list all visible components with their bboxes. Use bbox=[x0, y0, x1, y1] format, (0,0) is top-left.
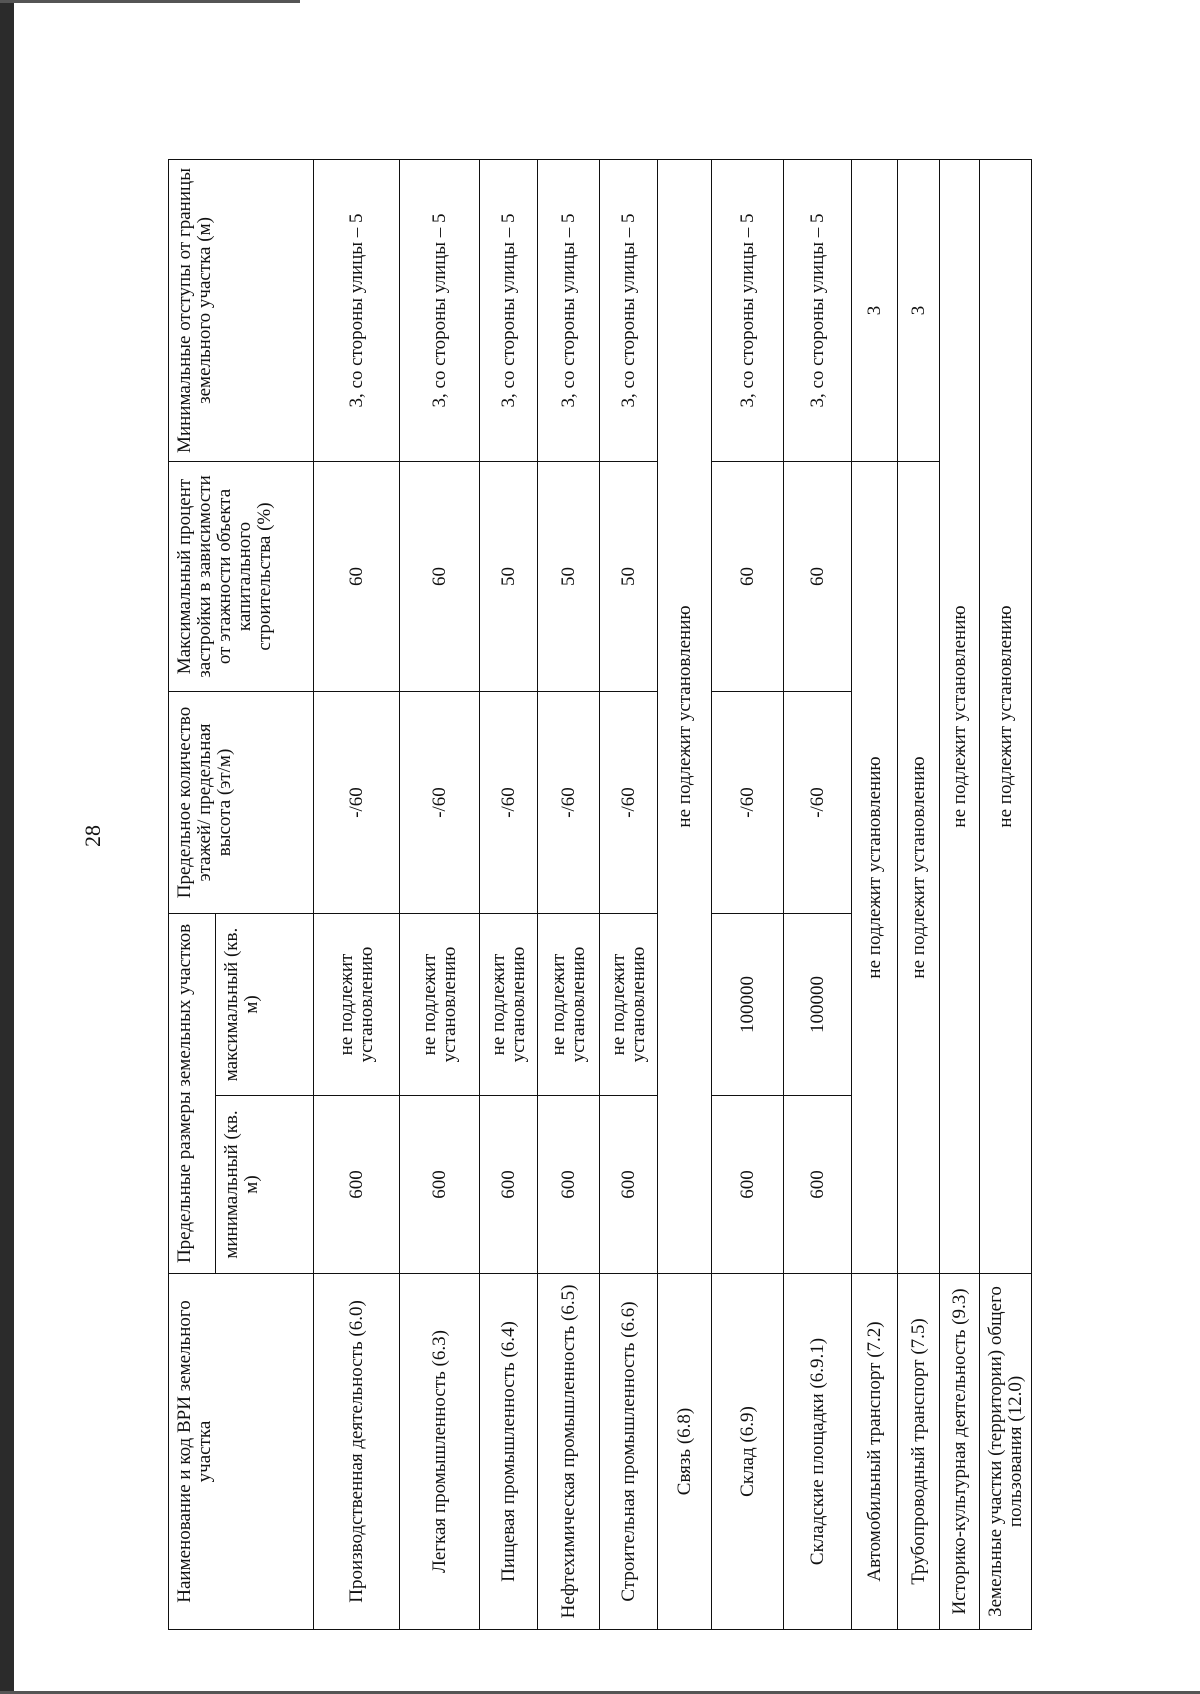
header-floors: Предельное количество этажей/ предельная высота (эт/м) bbox=[169, 691, 314, 913]
row-percent: 60 bbox=[712, 461, 784, 691]
header-sizes: Предельные размеры земельных участков bbox=[169, 913, 216, 1273]
row-setback: 3, со стороны улицы – 5 bbox=[314, 159, 400, 461]
row-setback: 3, со стороны улицы – 5 bbox=[784, 159, 852, 461]
row-floors: -/60 bbox=[600, 691, 658, 913]
row-merged: не подлежит установлению bbox=[658, 159, 712, 1273]
table-row bbox=[712, 159, 784, 1629]
row-percent: 60 bbox=[400, 461, 480, 691]
row-merged: не подлежит установлению bbox=[852, 461, 898, 1273]
header-name: Наименование и код ВРИ земельного участка bbox=[169, 1274, 314, 1630]
row-name: Складские площадки (6.9.1) bbox=[784, 1274, 852, 1630]
row-percent: 50 bbox=[538, 461, 600, 691]
table-row bbox=[480, 159, 538, 1629]
table-row bbox=[658, 159, 712, 1629]
regulations-table bbox=[168, 159, 1032, 1630]
table-row bbox=[940, 159, 980, 1629]
row-name: Связь (6.8) bbox=[658, 1274, 712, 1630]
row-name: Склад (6.9) bbox=[712, 1274, 784, 1630]
row-setback: 3, со стороны улицы – 5 bbox=[400, 159, 480, 461]
row-floors: -/60 bbox=[784, 691, 852, 913]
row-percent: 50 bbox=[480, 461, 538, 691]
header-percent: Максимальный процент застройки в зависимости от этажности объекта капитального строительства (%) bbox=[169, 461, 314, 691]
table-row bbox=[314, 159, 400, 1629]
row-name: Нефтехимическая промышленность (6.5) bbox=[538, 1274, 600, 1630]
table-row bbox=[538, 159, 600, 1629]
row-min: 600 bbox=[712, 1096, 784, 1274]
table-row bbox=[400, 159, 480, 1629]
header-setback: Минимальные отступы от границы земельного участка (м) bbox=[169, 159, 314, 461]
row-name: Трубопроводный транспорт (7.5) bbox=[898, 1274, 940, 1630]
row-setback: 3 bbox=[852, 159, 898, 461]
row-setback: 3, со стороны улицы – 5 bbox=[600, 159, 658, 461]
row-floors: -/60 bbox=[712, 691, 784, 913]
row-merged: не подлежит установлению bbox=[898, 461, 940, 1273]
row-min: 600 bbox=[538, 1096, 600, 1274]
table-row bbox=[784, 159, 852, 1629]
row-min: 600 bbox=[314, 1096, 400, 1274]
row-name: Земельные участки (территории) общего пользования (12.0) bbox=[980, 1274, 1032, 1630]
row-max: не подлежит установлению bbox=[480, 913, 538, 1095]
row-name: Историко-культурная деятельность (9.3) bbox=[940, 1274, 980, 1630]
row-name: Строительная промышленность (6.6) bbox=[600, 1274, 658, 1630]
row-name: Автомобильный транспорт (7.2) bbox=[852, 1274, 898, 1630]
table-row bbox=[600, 159, 658, 1629]
table-row bbox=[898, 159, 940, 1629]
row-setback: 3, со стороны улицы – 5 bbox=[538, 159, 600, 461]
row-name: Легкая промышленность (6.3) bbox=[400, 1274, 480, 1630]
row-merged: не подлежит установлению bbox=[940, 159, 980, 1273]
table-row bbox=[980, 159, 1032, 1629]
row-name: Производственная деятельность (6.0) bbox=[314, 1274, 400, 1630]
row-floors: -/60 bbox=[538, 691, 600, 913]
page-number: 28 bbox=[80, 825, 105, 847]
row-min: 600 bbox=[480, 1096, 538, 1274]
row-min: 600 bbox=[400, 1096, 480, 1274]
row-max: не подлежит установлению bbox=[600, 913, 658, 1095]
row-floors: -/60 bbox=[314, 691, 400, 913]
row-max: 100000 bbox=[712, 913, 784, 1095]
row-percent: 50 bbox=[600, 461, 658, 691]
row-floors: -/60 bbox=[400, 691, 480, 913]
row-percent: 60 bbox=[784, 461, 852, 691]
row-max: не подлежит установлению bbox=[538, 913, 600, 1095]
row-min: 600 bbox=[600, 1096, 658, 1274]
row-min: 600 bbox=[784, 1096, 852, 1274]
row-percent: 60 bbox=[314, 461, 400, 691]
row-merged: не подлежит установлению bbox=[980, 159, 1032, 1273]
row-max: не подлежит установлению bbox=[400, 913, 480, 1095]
header-max: максимальный (кв. м) bbox=[215, 913, 313, 1095]
row-floors: -/60 bbox=[480, 691, 538, 913]
row-setback: 3, со стороны улицы – 5 bbox=[480, 159, 538, 461]
header-min: минимальный (кв. м) bbox=[215, 1096, 313, 1274]
rotated-page bbox=[0, 94, 1200, 1694]
row-setback: 3 bbox=[898, 159, 940, 461]
row-name: Пищевая промышленность (6.4) bbox=[480, 1274, 538, 1630]
row-max: 100000 bbox=[784, 913, 852, 1095]
row-max: не подлежит установлению bbox=[314, 913, 400, 1095]
scan-border-top bbox=[0, 0, 300, 3]
table-row bbox=[852, 159, 898, 1629]
row-setback: 3, со стороны улицы – 5 bbox=[712, 159, 784, 461]
